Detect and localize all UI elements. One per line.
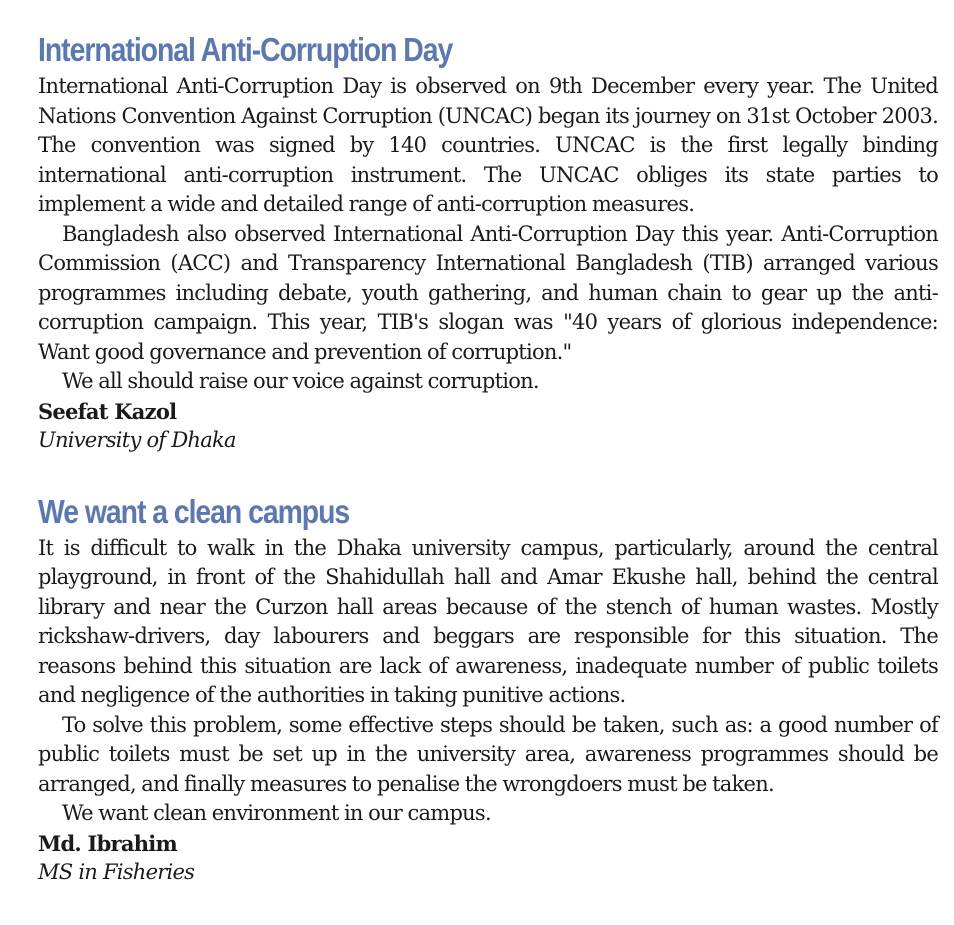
letter-body	[38, 72, 938, 397]
letter-title: International Anti-Corruption Day	[38, 31, 453, 68]
letter-anti-corruption-day	[38, 28, 938, 456]
letters-page	[38, 28, 938, 888]
letter-author: Md. Ibrahim	[38, 830, 177, 856]
letter-affiliation: University of Dhaka	[38, 428, 236, 452]
letter-author: Seefat Kazol	[38, 398, 177, 424]
letter-paragraph: Bangladesh also observed International Anti-Corruption Day this year. Anti-Corruption Commission (ACC) and Transparency International Bangladesh (TIB) arranged various programmes including debate, youth gathering, and human chain to gear up the anti-corruption campaign. This year, TIB's slogan was "40 years of glorious independence: Want good governance and prevention of corruption."	[38, 221, 938, 364]
letter-title: We want a clean campus	[38, 492, 350, 530]
letter-paragraph: We want clean environment in our campus.	[62, 801, 491, 825]
letter-paragraph: To solve this problem, some effective steps should be taken, such as: a good number of public toilets must be set up in the university area, awareness programmes should be arranged, and finally measures to penalise the wrongdoers must be taken.	[38, 712, 938, 796]
letter-paragraph: It is difficult to walk in the Dhaka university campus, particularly, around the central playground, in front of the Shahidullah hall and Amar Ekushe hall, behind the central library and near the Curzon hall areas because of the stench of human wastes. Mostly rickshaw-drivers, day labourers and beggars are responsible for this situation. The reasons behind this situation are lack of awareness, inadequate number of public toilets and negligence of the authorities in taking punitive actions.	[38, 535, 938, 707]
letter-paragraph: International Anti-Corruption Day is observed on 9th December every year. The United Nations Convention Against Corruption (UNCAC) began its journey on 31st October 2003. The convention was signed by 140 countries. UNCAC is the first legally binding international anti-corruption instrument. The UNCAC obliges its state parties to implement a wide and detailed range of anti-corruption measures.	[38, 74, 938, 216]
letter-clean-campus	[38, 490, 938, 888]
letter-affiliation: MS in Fisheries	[38, 860, 195, 884]
letter-body	[38, 534, 938, 829]
letter-paragraph: We all should raise our voice against corruption.	[62, 369, 539, 393]
